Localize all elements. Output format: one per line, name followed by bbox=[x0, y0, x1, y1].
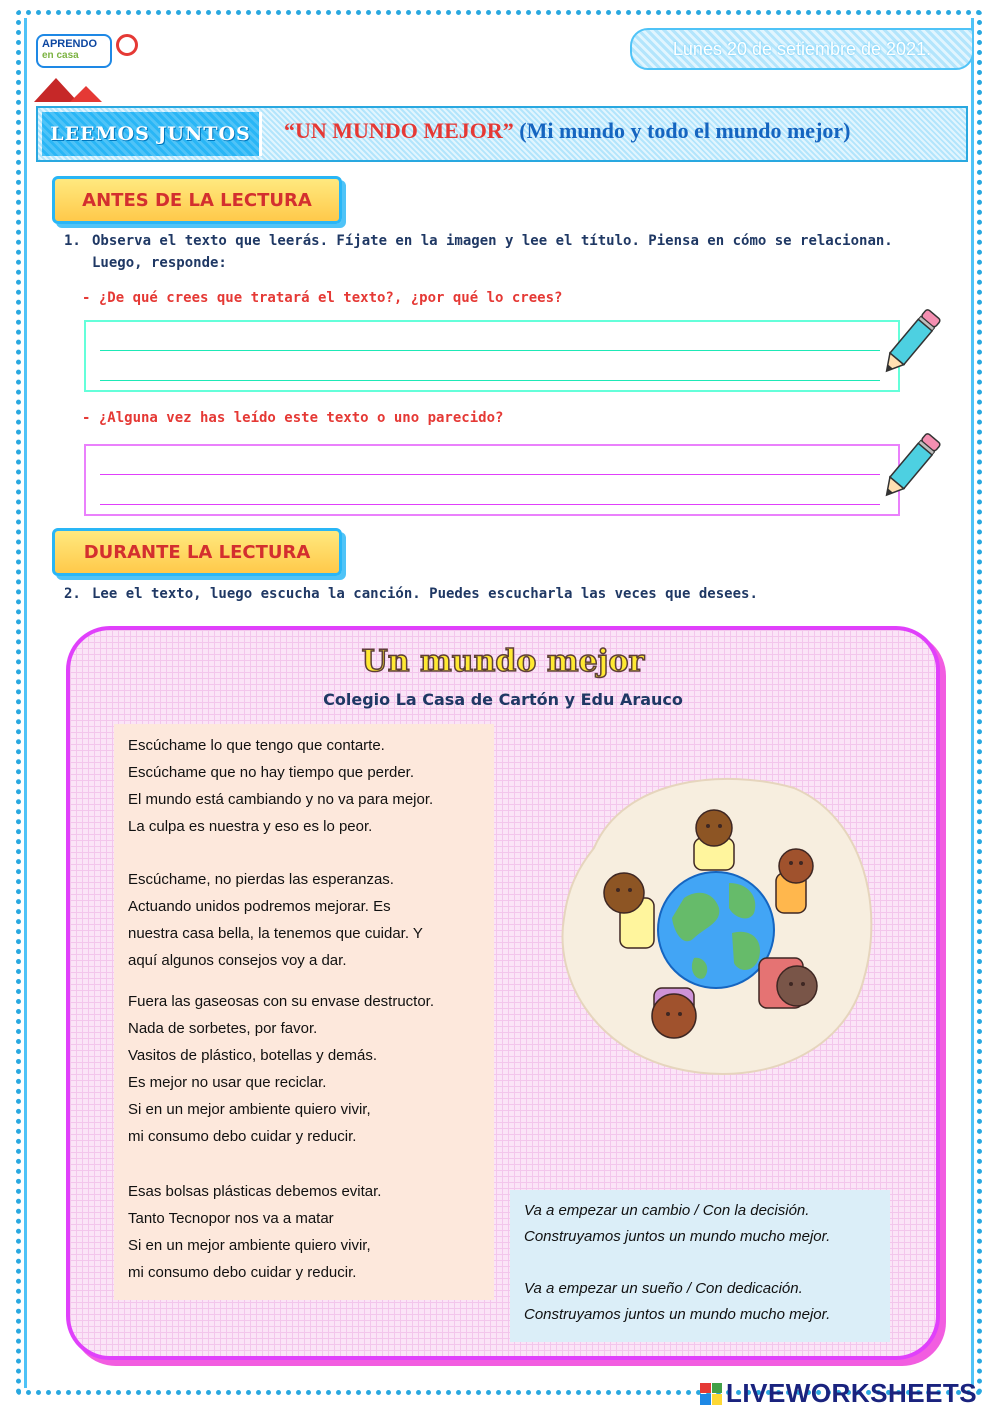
stanza-1 bbox=[128, 732, 433, 840]
date-text: Lunes 20 de setiembre de 2021. bbox=[672, 38, 932, 59]
stanza-3 bbox=[128, 988, 434, 1150]
poem-text-box bbox=[114, 724, 494, 1300]
poem-line: nuestra casa bella, la tenemos que cuidar. Y bbox=[128, 925, 423, 942]
chorus-line: Construyamos juntos un mundo mucho mejor. bbox=[524, 1228, 831, 1245]
section-tab-label: LEEMOS JUNTOS bbox=[50, 123, 251, 145]
poem-author: Colegio La Casa de Cartón y Edu Arauco bbox=[323, 690, 683, 709]
answer-line bbox=[100, 474, 880, 475]
watermark-text: LIVEWORKSHEETS bbox=[726, 1378, 978, 1408]
instruction-2 bbox=[64, 583, 904, 605]
mountain-small-icon bbox=[70, 86, 102, 102]
answer-line bbox=[100, 350, 880, 351]
title-bar bbox=[36, 106, 968, 162]
poem-line: Fuera las gaseosas con su envase destructor. bbox=[128, 993, 435, 1010]
during-reading-heading bbox=[52, 528, 342, 576]
section-tab bbox=[42, 112, 262, 156]
title-subtitle: (Mi mundo y todo el mundo mejor) bbox=[519, 118, 851, 143]
poem-line: Es mejor no usar que reciclar. bbox=[128, 1074, 327, 1091]
poem-line: La culpa es nuestra y eso es lo peor. bbox=[128, 818, 373, 835]
answer-box-1[interactable] bbox=[84, 320, 900, 392]
instruction-1-number: 1. bbox=[64, 233, 81, 249]
before-reading-heading-label: ANTES DE LA LECTURA bbox=[82, 189, 312, 211]
pencil-icon bbox=[878, 426, 944, 506]
answer-box-2[interactable] bbox=[84, 444, 900, 516]
worksheet-title bbox=[284, 118, 850, 144]
aprendo-en-casa-logo bbox=[30, 30, 140, 110]
poem-line: Escúchame, no pierdas las esperanzas. bbox=[128, 871, 394, 888]
children-around-globe-illustration bbox=[554, 758, 884, 1088]
stanza-2 bbox=[128, 866, 423, 974]
chorus-2 bbox=[524, 1276, 830, 1328]
instruction-1 bbox=[64, 230, 904, 274]
poem-line: Tanto Tecnopor nos va a matar bbox=[128, 1210, 334, 1227]
poem-card bbox=[66, 626, 940, 1360]
liveworksheets-icon bbox=[700, 1383, 722, 1405]
before-reading-heading bbox=[52, 176, 342, 224]
poem-line: Actuando unidos podremos mejorar. Es bbox=[128, 898, 391, 915]
poem-line: mi consumo debo cuidar y reducir. bbox=[128, 1128, 357, 1145]
swirl-icon bbox=[116, 34, 138, 56]
poem-line: Esas bolsas plásticas debemos evitar. bbox=[128, 1183, 382, 1200]
poem-line: Vasitos de plástico, botellas y demás. bbox=[128, 1047, 378, 1064]
liveworksheets-watermark bbox=[700, 1378, 977, 1409]
question-2: - ¿Alguna vez has leído este texto o uno parecido? bbox=[82, 410, 504, 426]
logo-subtitle: en casa bbox=[42, 50, 79, 61]
answer-line bbox=[100, 380, 880, 381]
poem-line: Si en un mejor ambiente quiero vivir, bbox=[128, 1237, 371, 1254]
title-main: “UN MUNDO MEJOR” bbox=[284, 118, 514, 143]
poem-line: Escúchame que no hay tiempo que perder. bbox=[128, 764, 415, 781]
instruction-2-number: 2. bbox=[64, 586, 81, 602]
logo-badge bbox=[36, 34, 112, 68]
chorus-line: Va a empezar un cambio / Con la decisión. bbox=[524, 1202, 810, 1219]
poem-line: Si en un mejor ambiente quiero vivir, bbox=[128, 1101, 371, 1118]
poem-title: Un mundo mejor bbox=[361, 644, 645, 679]
chorus-line: Construyamos juntos un mundo mucho mejor. bbox=[524, 1306, 831, 1323]
poem-line: mi consumo debo cuidar y reducir. bbox=[128, 1264, 357, 1281]
logo-title: APRENDO bbox=[42, 38, 98, 50]
instruction-2-text: Lee el texto, luego escucha la canción. Puedes escucharla las veces que desees. bbox=[92, 586, 758, 602]
pencil-icon bbox=[878, 302, 944, 382]
chorus-line: Va a empezar un sueño / Con dedicación. bbox=[524, 1280, 803, 1297]
stanza-4 bbox=[128, 1178, 381, 1286]
poem-line: Escúchame lo que tengo que contarte. bbox=[128, 737, 385, 754]
answer-line bbox=[100, 504, 880, 505]
date-banner bbox=[630, 28, 974, 70]
chorus-1 bbox=[524, 1198, 830, 1250]
during-reading-heading-label: DURANTE LA LECTURA bbox=[83, 541, 311, 563]
question-1: - ¿De qué crees que tratará el texto?, ¿por qué lo crees? bbox=[82, 290, 563, 306]
instruction-1-line2: Luego, responde: bbox=[92, 255, 227, 271]
instruction-1-line1: Observa el texto que leerás. Fíjate en la imagen y lee el título. Piensa en cómo se relacionan. bbox=[92, 233, 893, 249]
poem-line: El mundo está cambiando y no va para mejor. bbox=[128, 791, 434, 808]
poem-line: aquí algunos consejos voy a dar. bbox=[128, 952, 347, 969]
chorus-box bbox=[510, 1190, 890, 1342]
poem-line: Nada de sorbetes, por favor. bbox=[128, 1020, 318, 1037]
